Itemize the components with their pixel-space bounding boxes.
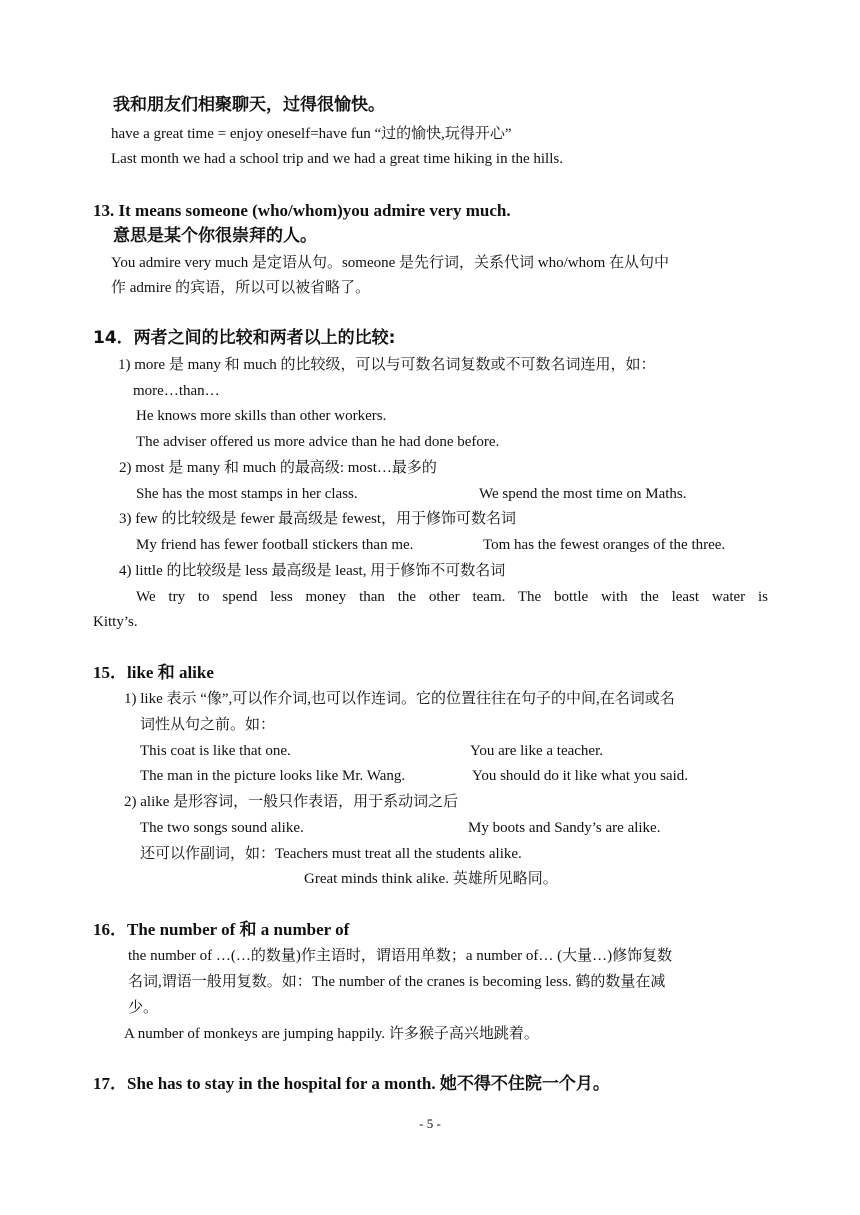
text-line: the number of …(…的数量)作主语时，谓语用单数；a number of… (大量…)修饰复数 xyxy=(128,948,673,964)
example-line: This coat is like that one. xyxy=(140,743,291,759)
example-line: The adviser offered us more advice than he had done before. xyxy=(136,434,500,450)
text-line: 作 admire 的宾语，所以可以被省略了。 xyxy=(111,280,371,296)
text-line: 少。 xyxy=(128,1000,159,1016)
text-line: Last month we had a school trip and we had a great time hiking in the hills. xyxy=(111,151,563,167)
example-line: Kitty’s. xyxy=(93,614,138,630)
example-line: Tom has the fewest oranges of the three. xyxy=(483,537,726,553)
text-line: more…than… xyxy=(133,383,220,399)
example-line: Great minds think alike. 英雄所见略同。 xyxy=(304,871,558,887)
text-line: You admire very much 是定语从句。someone 是先行词，关系代词 who/whom 在从句中 xyxy=(111,255,670,271)
example-line: You should do it like what you said. xyxy=(472,768,688,784)
text-line: 3) few 的比较级是 fewer 最高级是 fewest，用于修饰可数名词 xyxy=(119,511,517,527)
page-number: - 5 - xyxy=(419,1116,441,1131)
section-13-title-zh: 意思是某个你很崇拜的人。 xyxy=(113,226,317,246)
text-line: 2) most 是 many 和 much 的最高级: most…最多的 xyxy=(119,460,437,476)
text-line: 名词,谓语一般用复数。如：The number of the cranes is becoming less. 鹤的数量在减 xyxy=(128,974,666,990)
text-line: have a great time = enjoy oneself=have fun “过的愉快,玩得开心” xyxy=(111,126,512,142)
example-line: We try to spend less money than the other team. The bottle with the least water is xyxy=(136,589,768,605)
example-line: The two songs sound alike. xyxy=(140,820,304,836)
section-16-title: 16．The number of 和 a number of xyxy=(93,920,350,939)
example-line: My friend has fewer football stickers than me. xyxy=(136,537,414,553)
example-line: He knows more skills than other workers. xyxy=(136,408,387,424)
example-line: We spend the most time on Maths. xyxy=(479,486,687,502)
section-14-title: 14．两者之间的比较和两者以上的比较: xyxy=(93,328,396,348)
text-line: 2) alike 是形容词，一般只作表语，用于系动词之后 xyxy=(124,794,459,810)
example-line: My boots and Sandy’s are alike. xyxy=(468,820,661,836)
section-17-title: 17．She has to stay in the hospital for a month. 她不得不住院一个月。 xyxy=(93,1074,610,1093)
example-line: 还可以作副词，如：Teachers must treat all the students alike. xyxy=(140,846,522,862)
example-line: She has the most stamps in her class. xyxy=(136,486,358,502)
text-line: 1) like 表示 “像”,可以作介词,也可以作连词。它的位置往往在句子的中间,在名词或名 xyxy=(124,691,675,707)
text-line: 词性从句之前。如： xyxy=(140,717,276,733)
section-15-title: 15．like 和 alike xyxy=(93,663,214,682)
example-line: You are like a teacher. xyxy=(470,743,604,759)
section-13-title: 13. It means someone (who/whom)you admire very much. xyxy=(93,201,511,220)
text-line: 1) more 是 many 和 much 的比较级，可以与可数名词复数或不可数名词连用，如： xyxy=(118,357,656,373)
section-heading: 我和朋友们相聚聊天，过得很愉快。 xyxy=(113,95,385,115)
text-line: 4) little 的比较级是 less 最高级是 least, 用于修饰不可数名词 xyxy=(119,563,506,579)
example-line: A number of monkeys are jumping happily. 许多猴子高兴地跳着。 xyxy=(124,1026,539,1042)
example-line: The man in the picture looks like Mr. Wang. xyxy=(140,768,406,784)
